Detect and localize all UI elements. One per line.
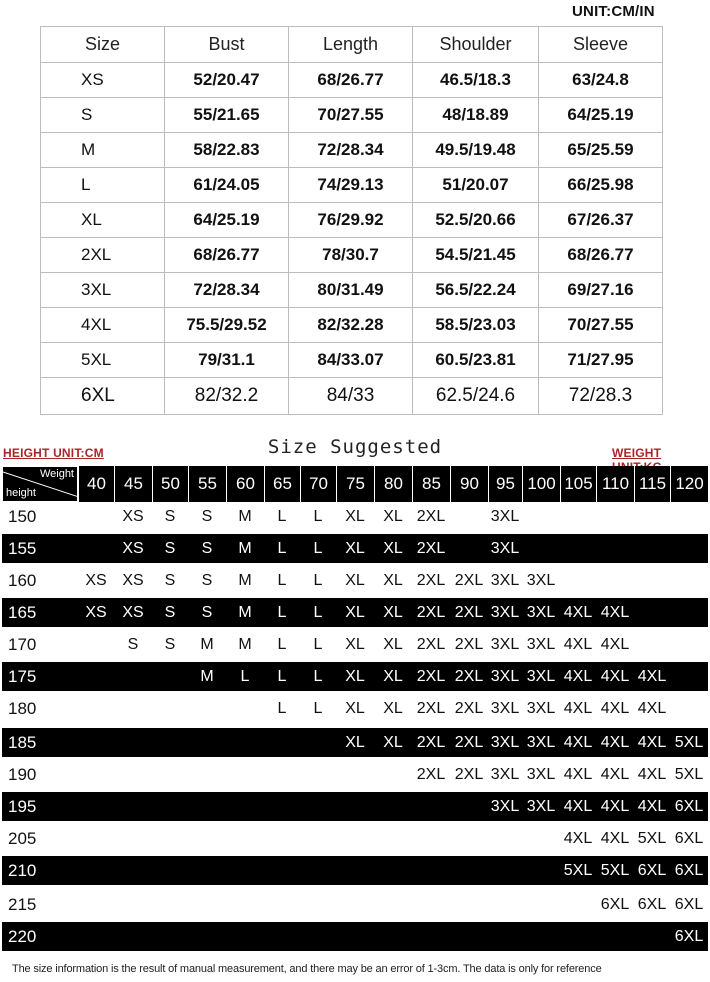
suggested-size-cell: XL: [383, 508, 403, 525]
weight-header-cell: 40: [78, 466, 114, 502]
measurement-cell: 80/31.49: [289, 273, 413, 308]
measurement-cell: 72/28.34: [165, 273, 289, 308]
suggested-size-cell: 6XL: [637, 896, 667, 913]
measurement-cell: 84/33: [289, 378, 413, 415]
size-cell: 5XL: [41, 343, 165, 378]
height-weight-corner-cell: [2, 466, 78, 502]
column-header-bust: Bust: [165, 27, 289, 63]
suggested-size-cell: L: [277, 508, 287, 525]
suggested-size-cell: 2XL: [416, 766, 446, 783]
table-header-row: [41, 27, 663, 63]
suggested-size-cell: 3XL: [490, 572, 520, 589]
suggested-size-cell: 3XL: [490, 668, 520, 685]
suggested-size-cell: L: [313, 700, 323, 717]
suggested-size-cell: L: [313, 636, 323, 653]
column-header-sleeve: Sleeve: [539, 27, 663, 63]
height-value: 175: [8, 667, 37, 686]
suggested-size-cell: L: [313, 604, 323, 621]
suggested-size-cell: 5XL: [637, 830, 667, 847]
suggested-size-cell: L: [313, 540, 323, 557]
suggested-size-cell: S: [164, 508, 176, 525]
height-value: 180: [8, 699, 37, 718]
measurement-cell: 64/25.19: [165, 203, 289, 238]
suggested-size-cell: 2XL: [454, 636, 484, 653]
suggested-size-cell: 3XL: [490, 508, 520, 525]
height-row: [2, 630, 708, 659]
suggested-size-cell: L: [277, 540, 287, 557]
size-cell: XS: [41, 63, 165, 98]
suggested-size-cell: XS: [122, 572, 144, 589]
size-cell: M: [41, 133, 165, 168]
suggested-size-cell: 5XL: [674, 766, 704, 783]
suggested-size-cell: 3XL: [490, 766, 520, 783]
measurement-cell: 52/20.47: [165, 63, 289, 98]
suggested-size-cell: 4XL: [563, 830, 593, 847]
measurement-cell: 72/28.3: [539, 378, 663, 415]
suggested-size-cell: 3XL: [526, 734, 556, 751]
suggested-size-cell: XS: [122, 508, 144, 525]
size-suggested-title: Size Suggested: [267, 436, 443, 458]
weight-header-cell: 80: [374, 466, 412, 502]
height-value: 155: [8, 539, 37, 558]
suggested-size-cell: 4XL: [600, 830, 630, 847]
column-header-shoulder: Shoulder: [413, 27, 539, 63]
weight-header-cell: 105: [560, 466, 596, 502]
measurement-disclaimer: The size information is the result of manual measurement, and there may be an error of 1-3cm. The data is only for reference: [12, 963, 602, 975]
size-cell: S: [41, 98, 165, 133]
measurement-cell: 70/27.55: [539, 308, 663, 343]
measurement-cell: 68/26.77: [165, 238, 289, 273]
suggested-size-cell: 2XL: [454, 700, 484, 717]
suggested-size-cell: 4XL: [563, 636, 593, 653]
height-row: [2, 534, 708, 563]
table-row: [41, 308, 663, 343]
suggested-size-cell: 4XL: [637, 734, 667, 751]
height-value: 215: [8, 895, 37, 914]
suggested-size-cell: M: [200, 668, 214, 685]
weight-header-cell: 50: [152, 466, 188, 502]
suggested-size-cell: S: [201, 572, 213, 589]
size-cell: 6XL: [41, 378, 165, 415]
suggested-size-cell: 3XL: [526, 604, 556, 621]
suggested-size-cell: M: [200, 636, 214, 653]
suggested-size-cell: XS: [85, 572, 107, 589]
suggested-size-cell: 4XL: [637, 700, 667, 717]
measurement-cell: 71/27.95: [539, 343, 663, 378]
table-row: [41, 378, 663, 415]
suggested-size-cell: L: [313, 668, 323, 685]
height-value: 195: [8, 797, 37, 816]
suggested-size-cell: 4XL: [563, 766, 593, 783]
height-row: [2, 792, 708, 821]
table-row: [41, 133, 663, 168]
suggested-size-cell: 2XL: [454, 734, 484, 751]
weight-header-cell: 100: [522, 466, 560, 502]
suggested-size-cell: 2XL: [416, 636, 446, 653]
suggested-size-cell: 6XL: [674, 798, 704, 815]
suggested-size-cell: S: [164, 636, 176, 653]
measurement-cell: 48/18.89: [413, 98, 539, 133]
suggested-size-cell: 3XL: [490, 636, 520, 653]
suggested-size-cell: M: [238, 604, 252, 621]
measurement-cell: 58.5/23.03: [413, 308, 539, 343]
measurement-cell: 66/25.98: [539, 168, 663, 203]
suggested-size-cell: 5XL: [563, 862, 593, 879]
weight-header-cell: 65: [264, 466, 300, 502]
height-row: [2, 662, 708, 691]
column-header-size: Size: [41, 27, 165, 63]
size-measurement-table: [40, 26, 663, 415]
corner-weight-label: Weight: [39, 468, 74, 480]
measurement-cell: 49.5/19.48: [413, 133, 539, 168]
height-value: 165: [8, 603, 37, 622]
suggested-size-cell: 2XL: [416, 734, 446, 751]
weight-header-cell: 85: [412, 466, 450, 502]
suggested-size-cell: 4XL: [600, 700, 630, 717]
suggested-size-cell: XL: [345, 700, 365, 717]
height-row: [2, 502, 708, 531]
height-value: 220: [8, 927, 37, 946]
suggested-size-cell: XL: [383, 572, 403, 589]
height-row: [2, 824, 708, 853]
weight-header-cell: 115: [634, 466, 670, 502]
suggested-size-cell: XL: [383, 668, 403, 685]
weight-header-cell: 90: [450, 466, 488, 502]
measurement-cell: 76/29.92: [289, 203, 413, 238]
size-cell: 3XL: [41, 273, 165, 308]
suggested-size-cell: 5XL: [600, 862, 630, 879]
column-header-length: Length: [289, 27, 413, 63]
suggested-size-cell: 4XL: [600, 604, 630, 621]
height-row: [2, 760, 708, 789]
suggested-size-cell: M: [238, 572, 252, 589]
suggested-size-cell: 3XL: [526, 572, 556, 589]
size-cell: 4XL: [41, 308, 165, 343]
suggested-size-cell: S: [127, 636, 139, 653]
suggested-size-cell: 4XL: [637, 766, 667, 783]
suggested-size-cell: 2XL: [416, 604, 446, 621]
suggested-size-cell: S: [201, 540, 213, 557]
height-value: 150: [8, 507, 37, 526]
suggested-size-cell: 4XL: [637, 668, 667, 685]
measurement-cell: 58/22.83: [165, 133, 289, 168]
size-cell: L: [41, 168, 165, 203]
measurement-cell: 69/27.16: [539, 273, 663, 308]
suggested-size-cell: 6XL: [674, 862, 704, 879]
suggested-size-cell: S: [164, 540, 176, 557]
suggested-size-cell: 2XL: [454, 766, 484, 783]
table-row: [41, 63, 663, 98]
suggested-size-cell: 3XL: [526, 668, 556, 685]
suggested-size-cell: 4XL: [600, 734, 630, 751]
suggested-size-cell: 3XL: [490, 700, 520, 717]
suggested-size-cell: 2XL: [416, 508, 446, 525]
height-row: [2, 922, 708, 951]
suggested-size-cell: 6XL: [674, 928, 704, 945]
measurement-cell: 65/25.59: [539, 133, 663, 168]
measurement-cell: 84/33.07: [289, 343, 413, 378]
suggested-size-cell: 6XL: [674, 830, 704, 847]
suggested-size-cell: 3XL: [526, 636, 556, 653]
measurement-cell: 78/30.7: [289, 238, 413, 273]
suggested-size-cell: 2XL: [416, 540, 446, 557]
suggested-size-cell: 4XL: [563, 604, 593, 621]
suggested-size-cell: 4XL: [600, 636, 630, 653]
suggested-size-cell: M: [238, 508, 252, 525]
size-table-body: [41, 63, 663, 415]
suggested-size-cell: XL: [345, 604, 365, 621]
measurement-cell: 55/21.65: [165, 98, 289, 133]
suggested-size-cell: XL: [383, 700, 403, 717]
suggested-size-cell: 4XL: [637, 798, 667, 815]
suggested-size-cell: XL: [383, 604, 403, 621]
height-row: [2, 890, 708, 919]
height-row: [2, 566, 708, 595]
height-value: 210: [8, 861, 37, 880]
weight-header-cell: 60: [226, 466, 264, 502]
suggested-size-cell: 2XL: [416, 668, 446, 685]
measurement-cell: 51/20.07: [413, 168, 539, 203]
suggested-size-cell: XS: [122, 604, 144, 621]
suggested-size-cell: 4XL: [600, 798, 630, 815]
suggested-size-cell: 2XL: [454, 604, 484, 621]
suggested-size-cell: XL: [345, 636, 365, 653]
table-row: [41, 343, 663, 378]
suggested-size-cell: S: [201, 508, 213, 525]
size-cell: XL: [41, 203, 165, 238]
measurement-cell: 79/31.1: [165, 343, 289, 378]
measurement-cell: 46.5/18.3: [413, 63, 539, 98]
suggested-size-cell: L: [313, 572, 323, 589]
weight-header-cell: 110: [596, 466, 634, 502]
suggested-size-cell: XL: [383, 734, 403, 751]
suggested-size-cell: S: [164, 604, 176, 621]
weight-unit-label: WEIGHT: [612, 446, 662, 460]
table-row: [41, 238, 663, 273]
measurement-cell: 63/24.8: [539, 63, 663, 98]
suggested-size-cell: 4XL: [563, 798, 593, 815]
suggested-size-cell: L: [240, 668, 250, 685]
height-row: [2, 728, 708, 757]
measurement-cell: 56.5/22.24: [413, 273, 539, 308]
height-row: [2, 856, 708, 885]
suggested-size-cell: 4XL: [563, 668, 593, 685]
suggested-size-cell: L: [277, 668, 287, 685]
table-row: [41, 203, 663, 238]
measurement-cell: 68/26.77: [539, 238, 663, 273]
suggested-size-cell: 3XL: [490, 734, 520, 751]
height-value: 185: [8, 733, 37, 752]
measurement-cell: 60.5/23.81: [413, 343, 539, 378]
measurement-cell: 67/26.37: [539, 203, 663, 238]
measurement-cell: 74/29.13: [289, 168, 413, 203]
suggested-size-cell: 3XL: [526, 766, 556, 783]
suggested-size-cell: 5XL: [674, 734, 704, 751]
table-row: [41, 98, 663, 133]
measurement-cell: 68/26.77: [289, 63, 413, 98]
weight-header-cell: 75: [336, 466, 374, 502]
weight-header-cell: 55: [188, 466, 226, 502]
suggested-size-cell: 2XL: [454, 572, 484, 589]
suggested-size-cell: S: [164, 572, 176, 589]
suggested-size-cell: M: [238, 636, 252, 653]
suggested-size-cell: S: [201, 604, 213, 621]
measurement-cell: 75.5/29.52: [165, 308, 289, 343]
suggested-size-cell: XL: [345, 734, 365, 751]
suggested-size-cell: XL: [383, 540, 403, 557]
suggested-size-cell: L: [277, 636, 287, 653]
measurement-cell: 70/27.55: [289, 98, 413, 133]
suggested-size-cell: L: [277, 700, 287, 717]
suggested-size-cell: 6XL: [637, 862, 667, 879]
suggested-size-cell: XL: [383, 636, 403, 653]
height-row: [2, 694, 708, 723]
measurement-cell: 72/28.34: [289, 133, 413, 168]
corner-height-label: height: [6, 487, 36, 499]
height-value: 170: [8, 635, 37, 654]
height-value: 160: [8, 571, 37, 590]
suggested-size-cell: 4XL: [600, 766, 630, 783]
suggested-size-cell: XL: [345, 572, 365, 589]
measurement-cell: 52.5/20.66: [413, 203, 539, 238]
weight-header-cell: 45: [114, 466, 152, 502]
suggested-size-cell: 4XL: [600, 668, 630, 685]
suggested-size-cell: M: [238, 540, 252, 557]
suggested-size-cell: 2XL: [454, 668, 484, 685]
suggested-size-cell: 2XL: [416, 572, 446, 589]
unit-label: UNIT:CM/IN: [572, 3, 655, 20]
measurement-cell: 64/25.19: [539, 98, 663, 133]
suggested-size-cell: 3XL: [526, 700, 556, 717]
suggested-size-cell: XS: [122, 540, 144, 557]
suggested-size-cell: XL: [345, 540, 365, 557]
suggested-size-cell: 4XL: [563, 734, 593, 751]
suggested-size-cell: L: [277, 572, 287, 589]
suggested-size-cell: L: [313, 508, 323, 525]
suggested-size-cell: 6XL: [674, 896, 704, 913]
table-row: [41, 168, 663, 203]
measurement-cell: 82/32.28: [289, 308, 413, 343]
suggested-size-cell: 2XL: [416, 700, 446, 717]
suggested-size-cell: 3XL: [490, 798, 520, 815]
weight-header-cell: 95: [488, 466, 522, 502]
suggested-size-cell: XS: [85, 604, 107, 621]
suggested-size-cell: L: [277, 604, 287, 621]
height-unit-label: HEIGHT UNIT:CM: [3, 446, 104, 460]
measurement-cell: 61/24.05: [165, 168, 289, 203]
size-cell: 2XL: [41, 238, 165, 273]
weight-header-cell: 70: [300, 466, 336, 502]
suggested-size-cell: 3XL: [526, 798, 556, 815]
suggested-size-cell: 3XL: [490, 540, 520, 557]
suggested-size-cell: XL: [345, 508, 365, 525]
suggested-size-cell: 4XL: [563, 700, 593, 717]
height-value: 190: [8, 765, 37, 784]
measurement-cell: 54.5/21.45: [413, 238, 539, 273]
table-row: [41, 273, 663, 308]
measurement-cell: 82/32.2: [165, 378, 289, 415]
height-row: [2, 598, 708, 627]
measurement-cell: 62.5/24.6: [413, 378, 539, 415]
weight-header-cell: 120: [670, 466, 708, 502]
suggested-size-cell: 3XL: [490, 604, 520, 621]
height-value: 205: [8, 829, 37, 848]
suggested-size-cell: XL: [345, 668, 365, 685]
suggested-size-cell: 6XL: [600, 896, 630, 913]
